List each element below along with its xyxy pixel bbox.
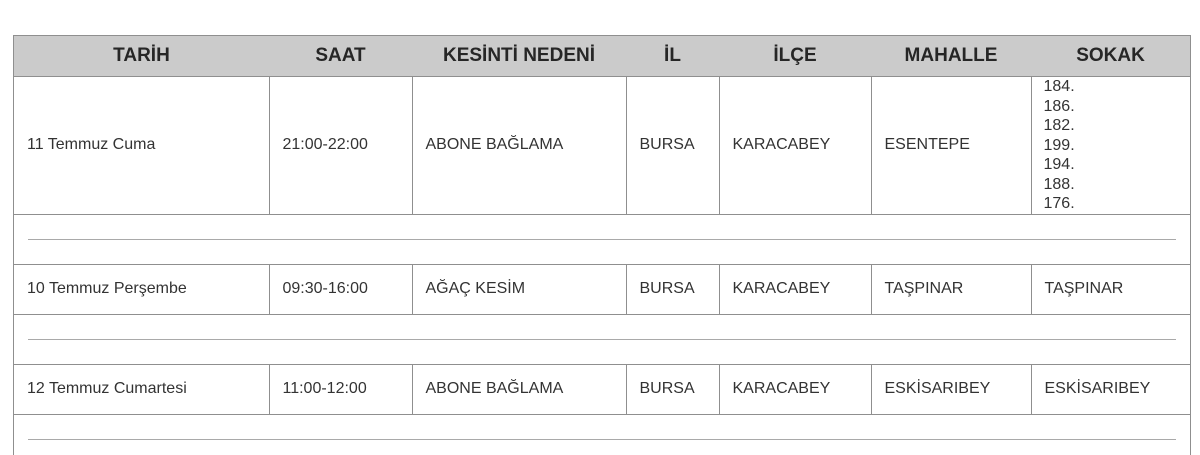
cell-district: KARACABEY [719, 364, 871, 414]
street-item: 188. [1043, 175, 1075, 193]
table-row [14, 364, 1190, 414]
cell-city: BURSA [626, 77, 719, 215]
cell-date: 12 Temmuz Cumartesi [14, 364, 269, 414]
cell-reason: AĞAÇ KESİM [412, 264, 626, 314]
header-date: TARİH [14, 36, 269, 77]
cell-streets: ESKİSARIBEY [1031, 364, 1190, 414]
cell-time: 21:00-22:00 [269, 77, 412, 215]
cell-district: KARACABEY [719, 77, 871, 215]
separator-line [28, 439, 1176, 440]
header-time: SAAT [269, 36, 412, 77]
header-reason: KESİNTİ NEDENİ [412, 36, 626, 77]
cell-reason: ABONE BAĞLAMA [412, 77, 626, 215]
row-separator [14, 314, 1190, 364]
street-item: 182. [1043, 117, 1075, 134]
cell-streets: TAŞPINAR [1031, 264, 1190, 314]
header-district: İLÇE [719, 36, 871, 77]
cell-time: 09:30-16:00 [269, 264, 412, 314]
header-neighborhood: MAHALLE [871, 36, 1031, 77]
cell-city: BURSA [626, 364, 719, 414]
street-item: 186. [1043, 97, 1075, 115]
street-item: 176. [1043, 195, 1075, 212]
outage-table-frame [13, 35, 1191, 455]
row-separator [14, 214, 1190, 264]
header-city: İL [626, 36, 719, 77]
cell-date: 11 Temmuz Cuma [14, 77, 269, 215]
header-street: SOKAK [1031, 36, 1190, 77]
table-row [14, 77, 1190, 215]
separator-line [28, 339, 1176, 340]
table-header-row [14, 36, 1190, 77]
street-item: 199. [1043, 136, 1075, 154]
cell-streets [1031, 77, 1190, 215]
street-item: 194. [1043, 156, 1075, 173]
row-separator [14, 414, 1190, 455]
cell-neighborhood: ESENTEPE [871, 77, 1031, 215]
cell-district: KARACABEY [719, 264, 871, 314]
cell-neighborhood: ESKİSARIBEY [871, 364, 1031, 414]
cell-city: BURSA [626, 264, 719, 314]
power-outage-table [14, 36, 1190, 455]
separator-line [28, 239, 1176, 240]
table-row [14, 264, 1190, 314]
cell-date: 10 Temmuz Perşembe [14, 264, 269, 314]
cell-reason: ABONE BAĞLAMA [412, 364, 626, 414]
cell-time: 11:00-12:00 [269, 364, 412, 414]
cell-neighborhood: TAŞPINAR [871, 264, 1031, 314]
street-item: 184. [1043, 78, 1075, 95]
